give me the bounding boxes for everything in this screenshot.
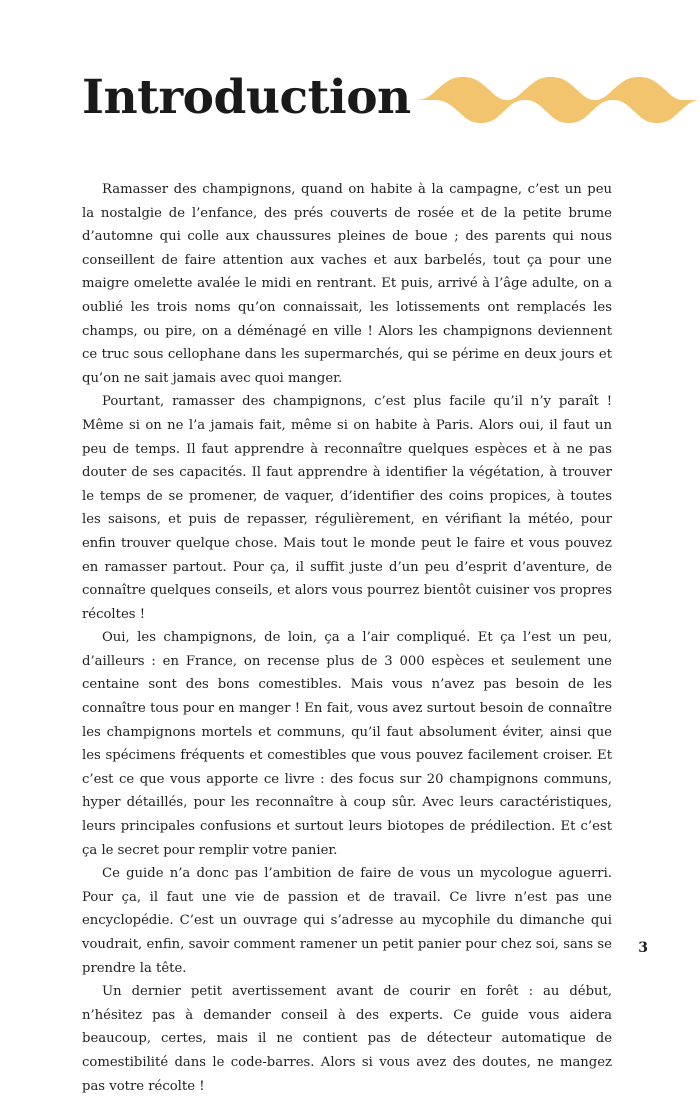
paragraph: Pourtant, ramasser des champignons, c’est plus facile qu’il n’y paraît ! Même si on ne l’a jamais fait, même si on habite à Paris. Alors oui, il faut un peu de temps. Il faut apprendre à reconnaître quelques espèces et à ne pas douter de ses capacités. Il faut apprendre à identifier la végétation, à trouver le temps de se promener, de vaquer, d’identifier des coins propices, à toutes les saisons, et puis de repasser, régulièrement, en vérifiant la météo, pour enfin trouver quelque chose. Mais tout le monde peut le faire et vous pouvez en ramasser partout. Pour ça, il suffit juste d’un peu d’esprit d’aventure, de connaître quelques conseils, et alors vous pourrez bientôt cuisiner vos propres récoltes ! [82,394,612,622]
page-number: 3 [638,940,648,956]
paragraph: Un dernier petit avertissement avant de courir en forêt : au début, n’hésitez pas à demander conseil à des experts. Ce guide vous aidera beaucoup, certes, mais il ne contient pas de détecteur automatique de comestibilité dans le code-barres. Alors si vous avez des doutes, ne mangez pas votre récolte ! [82,984,612,1094]
paragraph: Ce guide n’a donc pas l’ambition de faire de vous un mycologue aguerri. Pour ça, il faut une vie de passion et de travail. Ce livre n’est pas une encyclopédie. C’est un ouvrage qui s’adresse au mycophile du dimanche qui voudrait, enfin, savoir comment ramener un petit panier pour chez soi, sans se prendre la tête. [82,866,612,976]
wave-shape [415,77,700,123]
paragraph: Oui, les champignons, de loin, ça a l’air compliqué. Et ça l’est un peu, d’ailleurs : en France, on recense plus de 3 000 espèces et seulement une centaine sont des bons comestibles. Mais vous n’avez pas besoin de les connaître tous pour en manger ! En fait, vous avez surtout besoin de connaître les champignons mortels et communs, qu’il faut absolument éviter, ainsi que les spécimens fréquents et comestibles que vous pouvez facilement croiser. Et c’est ce que vous apporte ce livre : des focus sur 20 champignons communs, hyper détaillés, pour les reconnaître à coup sûr. Avec leurs caractéristiques, leurs principales confusions et surtout leurs biotopes de prédilection. Et c’est ça le secret pour remplir votre panier. [82,630,612,858]
paragraph: Ramasser des champignons, quand on habite à la campagne, c’est un peu la nostalgie de l’enfance, des prés couverts de rosée et de la petite brume d’automne qui colle aux chaussures pleines de boue ; des parents qui nous conseillent de faire attention aux vaches et aux barbelés, tout ça pour une maigre omelette avalée le midi en rentrant. Et puis, arrivé à l’âge adulte, on a oublié les trois noms qu’on connaissait, les lotissements ont remplacés les champs, ou pire, on a déménagé en ville ! Alors les champignons deviennent ce truc sous cellophane dans les supermarchés, qui se périme en deux jours et qu’on ne sait jamais avec quoi manger. [82,182,612,386]
page-title: Introduction [82,70,411,125]
decorative-wave-ornament [415,76,700,124]
introduction-body [82,178,612,1098]
